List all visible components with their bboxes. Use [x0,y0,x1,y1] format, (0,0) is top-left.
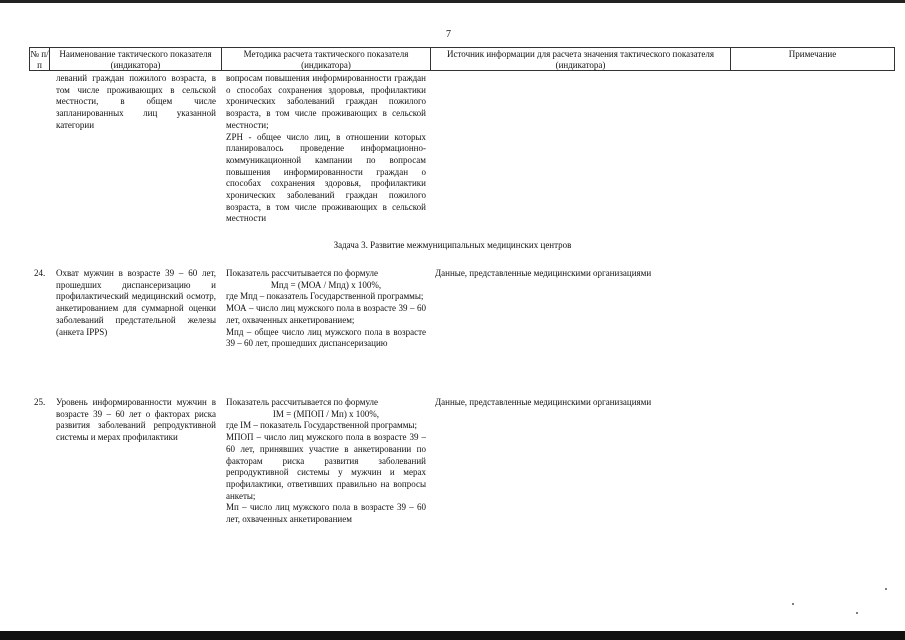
row25-method-def2: MПОП – число лиц мужского пола в возрасте 39 – 60 лет, принявших участие в анкетировании по факторам риска развития заболеваний репродуктивной системы у мужчин и мерах профилактики, ответивших правильно на вопросы анкеты; [226,432,426,501]
row24-indicator-name: Охват мужчин в возрасте 39 – 60 лет, прошедших диспансеризацию и профилактический медицинский осмотр, анкетированием для суммарной оценки заболеваний предстательной железы (анкета IPPS) [56,268,216,337]
row24-method [226,268,426,350]
row24-method-def2: MОА – число лиц мужского пола в возрасте 39 – 60 лет, охваченных анкетированием; [226,303,426,325]
page-number: 7 [446,29,451,40]
row24-source: Данные, представленные медицинскими организациями [435,268,652,278]
cont-method-part2: ZPН - общее число лиц, в отношении которых планировалось проведение информационно-коммуникационной кампании по вопросам повышения информированности граждан о способах сохранения здоровья, профилактики хронических заболеваний граждан пожилого возраста, в том числе проживающих в сельской местности [226,131,426,224]
row25-method [226,397,426,526]
row24-method-intro: Показатель рассчитывается по формуле [226,268,379,278]
row24-method-def3: Mпд – общее число лиц мужского пола в возрасте 39 – 60 лет, прошедших диспансеризацию [226,326,426,349]
row25-formula: IМ = (MПОП / Mп) x 100%, [272,408,380,419]
row25-method-def3: Mп – число лиц мужского пола в возрасте 39 – 60 лет, охваченных анкетированием [226,502,426,525]
row25-number: 25. [34,397,46,407]
header-col-note: Примечание [731,47,895,71]
row25-method-intro: Показатель рассчитывается по формуле [226,397,379,407]
top-border [0,0,905,3]
header-col-name: Наименование тактического показателя (индикатора) [50,47,222,71]
cont-indicator-name: леваний граждан пожилого возраста, в том числе проживающих в сельской местности, в общем числе запланированных лиц указанной категории [56,73,216,130]
row24-method-def1: где Mпд – показатель Государственной программы; [226,291,424,302]
scan-speck [885,588,887,590]
row25-method-def1: где IМ – показатель Государственной программы; [226,420,417,431]
header-col-source: Источник информации для расчета значения тактического показателя (индикатора) [431,47,731,71]
row25-indicator-name: Уровень информированности мужчин в возрасте 39 – 60 лет о факторах риска развития заболеваний репродуктивной системы и мерах профилактики [56,397,216,443]
row24-number: 24. [34,268,46,278]
row25-source: Данные, представленные медицинскими организациями [435,397,652,407]
scan-speck [856,612,858,614]
task-3-heading: Задача 3. Развитие межмуниципальных медицинских центров [333,240,572,250]
bottom-border [0,631,905,640]
header-col-number: № п/п [30,49,49,70]
cont-method-part1: вопросам повышения информированности граждан о способах сохранения здоровья, профилактики хронических заболеваний граждан пожилого возраста, в том числе проживающих в сельской местности; [226,73,426,130]
header-col-method: Методика расчета тактического показателя (индикатора) [222,47,431,71]
cont-method [226,73,426,225]
scan-speck [792,603,794,605]
row24-formula: Mпд = (MОА / Mпд) x 100%, [270,279,382,290]
